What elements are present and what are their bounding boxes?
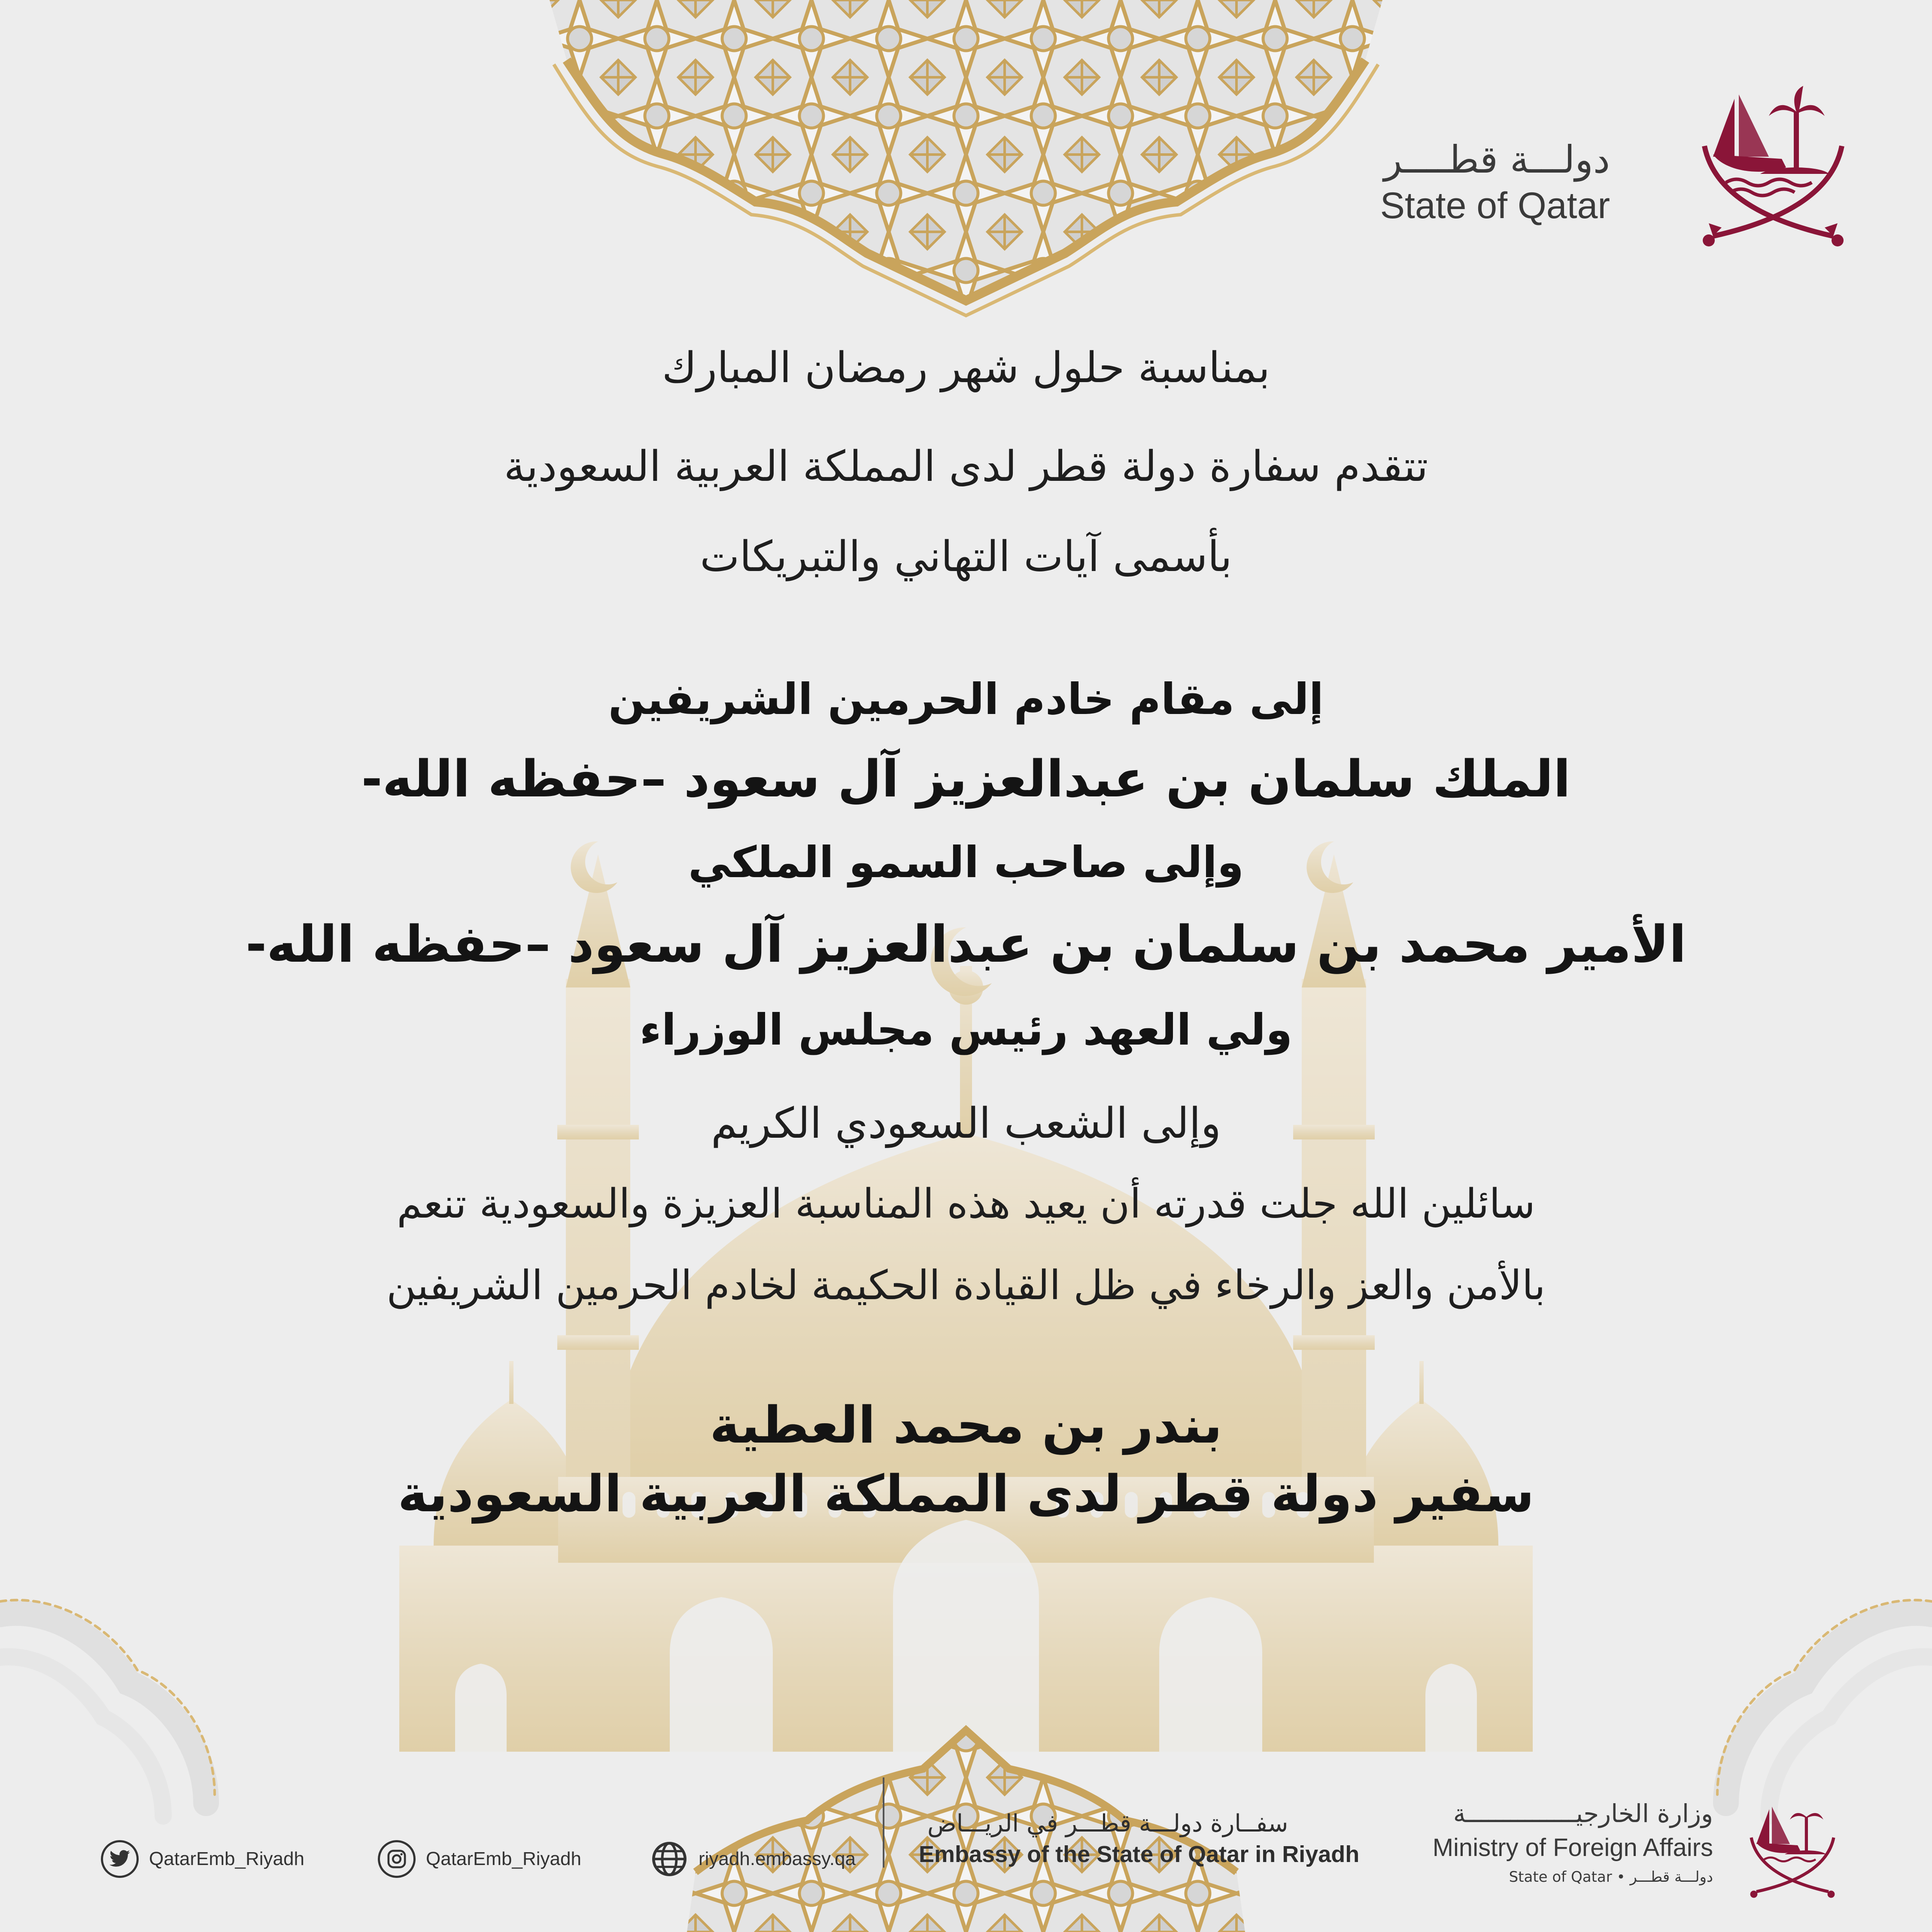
greeting-line-8: ولي العهد رئيس مجلس الوزراء xyxy=(639,1005,1293,1055)
greeting-line-4: إلى مقام خادم الحرمين الشريفين xyxy=(608,674,1324,724)
instagram-icon xyxy=(378,1840,416,1878)
signature-title: سفير دولة قطر لدى المملكة العربية السعودية xyxy=(398,1464,1534,1523)
greeting-line-6: وإلى صاحب السمو الملكي xyxy=(688,837,1244,887)
greeting-line-5: الملك سلمان بن عبدالعزيز آل سعود –حفظه الله- xyxy=(361,749,1571,808)
instagram-handle: QatarEmb_Riyadh xyxy=(426,1848,581,1869)
logo-arabic-text: دولـــة قطــــر xyxy=(1384,137,1610,182)
signature-name: بندر بن محمد العطية xyxy=(710,1395,1222,1455)
embassy-english: Embassy of the State of Qatar in Riyadh xyxy=(919,1841,1360,1867)
ministry-english: Ministry of Foreign Affairs xyxy=(1432,1834,1713,1862)
logo-english-text: State of Qatar xyxy=(1380,185,1610,226)
twitter-handle: QatarEmb_Riyadh xyxy=(149,1848,304,1869)
instagram-link[interactable] xyxy=(378,1838,581,1880)
ministry-arabic: وزارة الخارجيـــــــــــــــة xyxy=(1453,1799,1713,1828)
website-url: riyadh.embassy.qa xyxy=(699,1848,856,1869)
footer-divider xyxy=(883,1777,884,1868)
greeting-line-3: بأسمى آيات التهاني والتبريكات xyxy=(700,532,1232,581)
greeting-line-10: سائلين الله جلت قدرته أن يعيد هذه المناسبة العزيزة والسعودية تنعم xyxy=(397,1181,1535,1227)
twitter-link[interactable] xyxy=(101,1838,304,1880)
globe-icon xyxy=(650,1840,688,1878)
ministry-logo xyxy=(1425,1795,1855,1906)
embassy-arabic: سفــارة دولـــة قطـــر في الريـــاض xyxy=(927,1810,1288,1838)
greeting-line-2: تتقدم سفارة دولة قطر لدى المملكة العربية السعودية xyxy=(504,442,1428,491)
greeting-line-9: وإلى الشعب السعودي الكريم xyxy=(711,1099,1221,1148)
ministry-sub: State of Qatar • دولـــة قطـــر xyxy=(1509,1868,1713,1886)
state-of-qatar-logo xyxy=(1380,82,1850,253)
embassy-name xyxy=(919,1810,1360,1868)
twitter-icon xyxy=(101,1840,139,1878)
qatar-emblem-icon xyxy=(1730,1799,1855,1902)
website-link[interactable] xyxy=(650,1838,856,1880)
greeting-line-7: الأمير محمد بن سلمان بن عبدالعزيز آل سعود –حفظه الله- xyxy=(246,914,1686,974)
greeting-line-1: بمناسبة حلول شهر رمضان المبارك xyxy=(662,343,1270,392)
qatar-emblem-icon xyxy=(1696,82,1850,253)
greeting-line-11: بالأمن والعز والرخاء في ظل القيادة الحكيمة لخادم الحرمين الشريفين xyxy=(386,1262,1546,1309)
